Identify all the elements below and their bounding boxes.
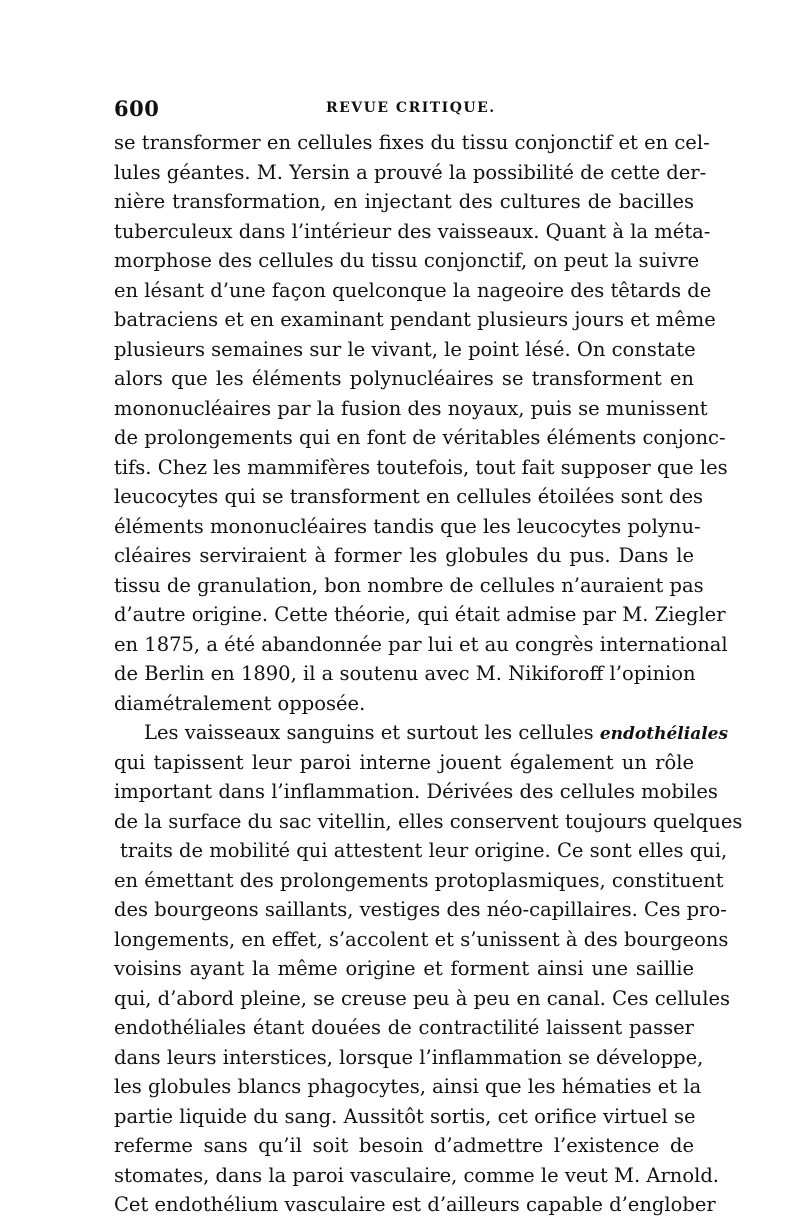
text-line: de Berlin en 1890, il a soutenu avec M. Nikiforoff l’opinion: [114, 662, 696, 685]
text-run: Les vaisseaux sanguins et surtout les cellules: [144, 721, 600, 744]
text-line: plusieurs semaines sur le vivant, le point lésé. On constate: [114, 337, 696, 361]
text-line: de prolongements qui en font de véritables éléments conjonc-: [114, 426, 726, 449]
text-line: tifs. Chez les mammifères toutefois, tout fait supposer que les: [114, 455, 728, 479]
text-line: qui tapissent leur paroi interne jouent également un rôle: [114, 750, 694, 774]
text-line: alors que les éléments polynucléaires se transforment en: [114, 367, 694, 390]
paragraph-2: [114, 718, 743, 1220]
text-line: les globules blancs phagocytes, ainsi que les hématies et la: [114, 1075, 702, 1098]
italic-term: endothéliales: [599, 724, 729, 744]
text-line: éléments mononucléaires tandis que les leucocytes polynu-: [114, 514, 701, 538]
text-line: stomates, dans la paroi vasculaire, comme le veut M. Arnold.: [114, 1163, 719, 1187]
text-line: partie liquide du sang. Aussitôt sortis, cet orifice virtuel se: [114, 1104, 696, 1128]
text-line: lules géantes. M. Yersin a prouvé la possibilité de cette der-: [114, 160, 707, 184]
text-line: tissu de granulation, bon nombre de cellules n’auraient pas: [114, 573, 704, 597]
text-line: nière transformation, en injectant des cultures de bacilles: [114, 190, 694, 213]
text-line: se transformer en cellules fixes du tissu conjonctif et en cel-: [114, 131, 710, 154]
text-line: [114, 718, 729, 748]
text-line: des bourgeons saillants, vestiges des néo-capillaires. Ces pro-: [114, 898, 727, 921]
text-line: cléaires serviraient à former les globules du pus. Dans le: [114, 544, 694, 567]
text-line: important dans l’inflammation. Dérivées des cellules mobiles: [114, 780, 718, 803]
text-line: Cet endothélium vasculaire est d’ailleurs capable d’englober: [114, 1193, 716, 1216]
text-line: en lésant d’une façon quelconque la nageoire des têtards de: [114, 278, 712, 302]
text-line: traits de mobilité qui attestent leur origine. Ce sont elles qui,: [120, 839, 728, 862]
text-line: dans leurs interstices, lorsque l’inflammation se développe,: [114, 1045, 704, 1069]
text-line: en émettant des prolongements protoplasmiques, constituent: [114, 868, 724, 892]
text-line: en 1875, a été abandonnée par lui et au congrès international: [114, 632, 728, 656]
text-line: mononucléaires par la fusion des noyaux, puis se munissent: [114, 396, 708, 420]
text-line: endothéliales étant douées de contractilité laissent passer: [114, 1016, 694, 1039]
text-line: leucocytes qui se transforment en cellules étoilées sont des: [114, 485, 704, 508]
text-line: referme sans qu’il soit besoin d’admettre l’existence de: [114, 1134, 694, 1157]
text-line: tuberculeux dans l’intérieur des vaisseaux. Quant à la méta-: [114, 219, 711, 243]
paragraph-1: [114, 128, 728, 718]
text-line: batraciens et en examinant pendant plusieurs jours et même: [114, 308, 716, 331]
text-line: qui, d’abord pleine, se creuse peu à peu en canal. Ces cellules: [114, 986, 731, 1010]
text-line: diamétralement opposée.: [114, 691, 366, 715]
body-text: [114, 128, 743, 1220]
text-line: longements, en effet, s’accolent et s’unissent à des bourgeons: [114, 927, 729, 951]
text-line: voisins ayant la même origine et forment ainsi une saillie: [114, 957, 694, 980]
running-head: REVUE CRITIQUE.: [326, 100, 496, 116]
text-line: de la surface du sac vitellin, elles conservent toujours quelques: [114, 809, 743, 833]
page-number: 600: [114, 96, 160, 121]
text-line: morphose des cellules du tissu conjonctif, on peut la suivre: [114, 249, 700, 272]
page-header: [114, 96, 690, 122]
text-line: d’autre origine. Cette théorie, qui était admise par M. Ziegler: [114, 603, 726, 626]
